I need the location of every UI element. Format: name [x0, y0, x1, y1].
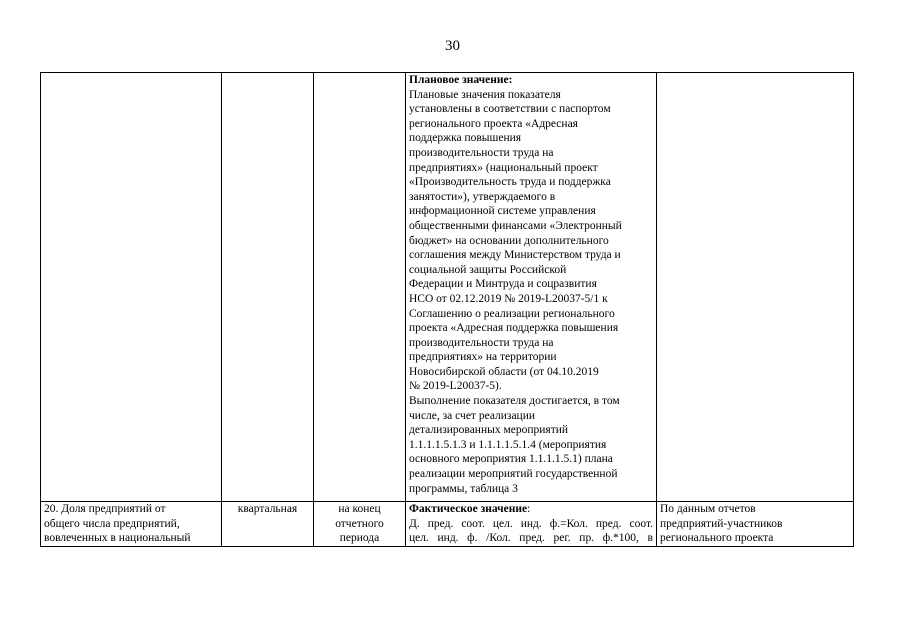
- plan-line: 1.1.1.1.5.1.3 и 1.1.1.1.5.1.4 (мероприятия: [409, 438, 607, 451]
- timing-line: периода: [339, 532, 380, 545]
- source-line: регионального проекта: [660, 532, 774, 545]
- plan-line: Плановые значения показателя: [409, 88, 561, 101]
- plan-line: № 2019-L20037-5).: [409, 380, 502, 393]
- plan-line: детализированных мероприятий: [409, 424, 569, 437]
- formula-line: Д. пред. соот. цел. инд. ф.=Кол. пред. соот.: [409, 517, 653, 530]
- source-cell: [657, 73, 854, 502]
- plan-line: информационной системе управления: [409, 205, 596, 218]
- fact-heading-line: [409, 502, 653, 517]
- plan-line: НСО от 02.12.2019 № 2019-L20037-5/1 к: [409, 292, 608, 305]
- periodicity-cell: [222, 502, 314, 547]
- periodicity-cell: [222, 73, 314, 502]
- fact-heading: Фактическое значение: [409, 503, 528, 515]
- plan-line: реализации мероприятий государственной: [409, 468, 618, 481]
- periodicity-value: квартальная: [237, 503, 298, 515]
- plan-line: социальной защиты Российской: [409, 263, 567, 276]
- plan-line: производительности труда на: [409, 146, 554, 159]
- plan-line: основного мероприятия 1.1.1.1.5.1) плана: [409, 453, 613, 466]
- plan-line: Выполнение показателя достигается, в том: [409, 395, 620, 408]
- plan-line: общественными финансами «Электронный: [409, 219, 622, 232]
- plan-line: поддержка повышения: [409, 132, 522, 145]
- plan-line: Новосибирской области (от 04.10.2019: [409, 365, 599, 378]
- plan-line: Соглашению о реализации регионального: [409, 307, 615, 320]
- source-cell: [657, 502, 854, 547]
- indicator-name-cell: [41, 73, 222, 502]
- plan-line: предприятиях» на территории: [409, 351, 557, 364]
- plan-line: регионального проекта «Адресная: [409, 117, 578, 130]
- plan-heading: Плановое значение:: [409, 74, 513, 86]
- fact-colon: :: [527, 503, 531, 515]
- indicator-table: [40, 72, 854, 547]
- timing-line: на конец: [338, 503, 381, 515]
- table-row: [41, 73, 854, 502]
- plan-line: Федерации и Минтруда и соцразвития: [409, 278, 597, 291]
- formula-line: цел. инд. ф. /Кол. пред. рег. пр. ф.*100, в: [409, 532, 653, 545]
- plan-line: соглашения между Министерством труда и: [409, 249, 621, 262]
- timing-line: отчетного: [335, 517, 384, 530]
- source-line: По данным отчетов: [660, 503, 756, 515]
- plan-line: предприятиях» (национальный проект: [409, 161, 598, 174]
- timing-cell: [314, 502, 406, 547]
- plan-line: бюджет» на основании дополнительного: [409, 234, 609, 247]
- indicator-line: 20. Доля предприятий от: [44, 503, 166, 515]
- table-row: [41, 502, 854, 547]
- plan-line: проекта «Адресная поддержка повышения: [409, 322, 619, 335]
- plan-line: установлены в соответствии с паспортом: [409, 103, 611, 116]
- plan-line: занятости»), утверждаемого в: [409, 190, 556, 203]
- method-cell: [406, 502, 657, 547]
- indicator-line: общего числа предприятий,: [44, 517, 180, 530]
- timing-cell: [314, 73, 406, 502]
- plan-line: производительности труда на: [409, 336, 554, 349]
- source-line: предприятий-участников: [660, 517, 783, 530]
- indicator-line: вовлеченных в национальный: [44, 532, 191, 545]
- plan-description: [409, 88, 653, 497]
- plan-line: «Производительность труда и поддержка: [409, 176, 611, 189]
- page-number: 30: [445, 38, 460, 54]
- method-cell: [406, 73, 657, 502]
- indicator-name-cell: [41, 502, 222, 547]
- plan-line: программы, таблица 3: [409, 482, 518, 495]
- plan-line: числе, за счет реализации: [409, 409, 536, 422]
